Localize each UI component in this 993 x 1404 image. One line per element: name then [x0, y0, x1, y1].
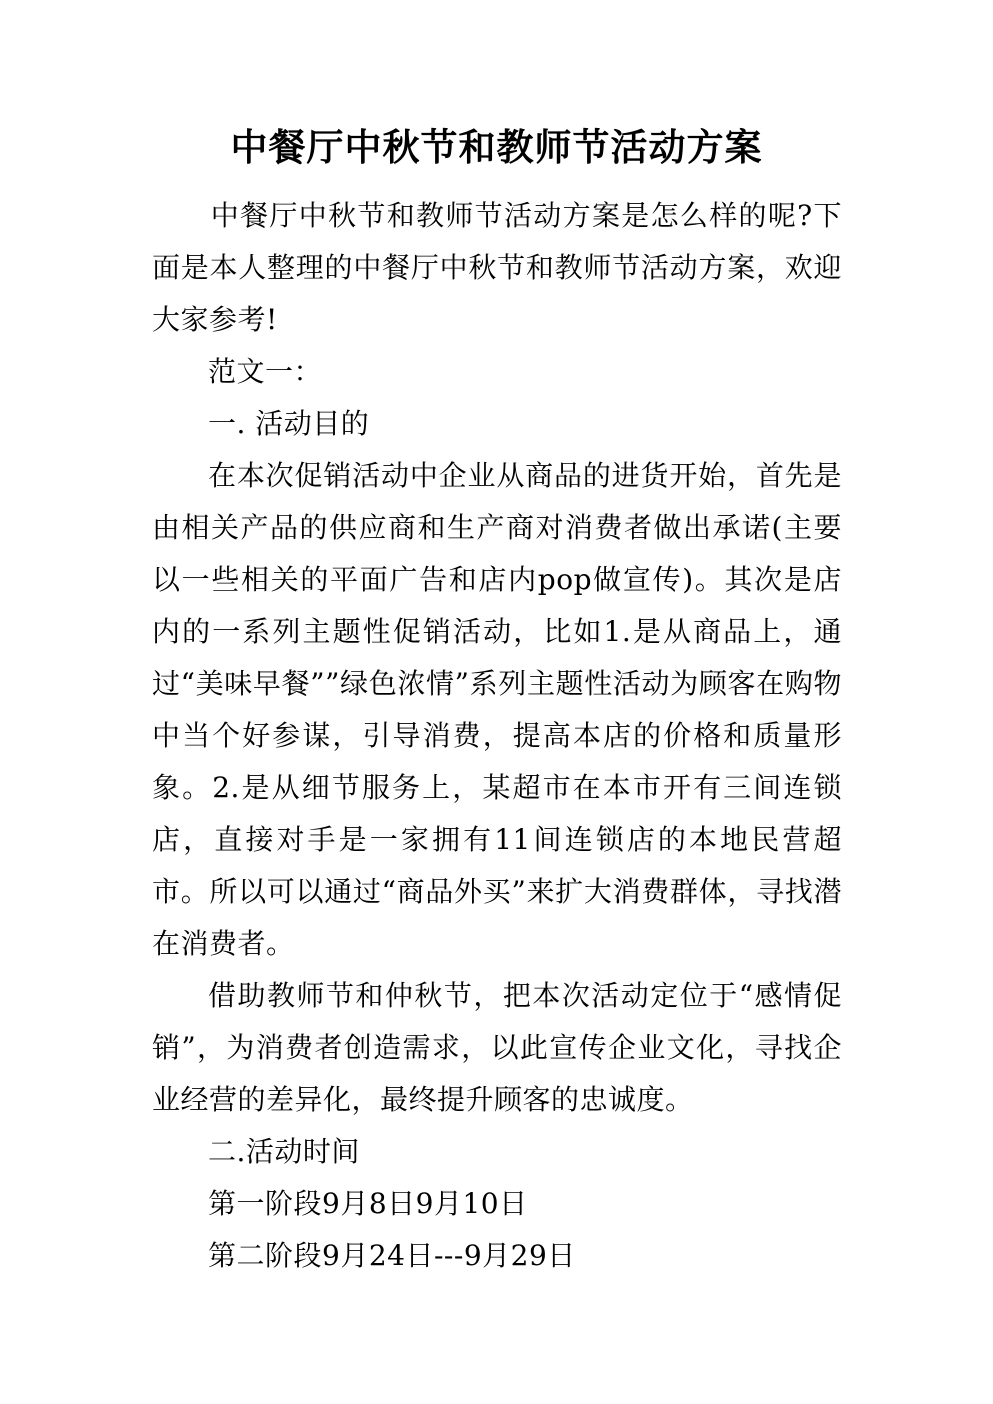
document-title: 中餐厅中秋节和教师节活动方案: [230, 126, 763, 169]
intro-paragraph: 中餐厅中秋节和教师节活动方案是怎么样的呢?下面是本人整理的中餐厅中秋节和教师节活动方案，欢迎大家参考!: [152, 199, 842, 336]
document-body: [152, 190, 842, 1282]
section-heading-time: 二.活动时间: [208, 1135, 360, 1168]
phase-two-line: 第二阶段9月24日---9月29日: [208, 1239, 576, 1272]
phase-one-line: 第一阶段9月8日9月10日: [208, 1187, 528, 1220]
sample-heading: 范文一：: [208, 355, 323, 388]
positioning-paragraph: 借助教师节和仲秋节，把本次活动定位于“感情促销”，为消费者创造需求，以此宣传企业文化，寻找企业经营的差异化，最终提升顾客的忠诚度。: [152, 979, 842, 1116]
purpose-paragraph: 在本次促销活动中企业从商品的进货开始，首先是由相关产品的供应商和生产商对消费者做出承诺(主要以一些相关的平面广告和店内pop做宣传)。其次是店内的一系列主题性促销活动，比如1.是从商品上，通过“美味早餐””绿色浓情”系列主题性活动为顾客在购物中当个好参谋，引导消费，提高本店的价格和质量形象。2.是从细节服务上，某超市在本市开有三间连锁店，直接对手是一家拥有11间连锁店的本地民营超市。所以可以通过“商品外买”来扩大消费群体，寻找潜在消费者。: [152, 459, 842, 960]
section-heading-purpose: 一. 活动目的: [208, 407, 370, 440]
